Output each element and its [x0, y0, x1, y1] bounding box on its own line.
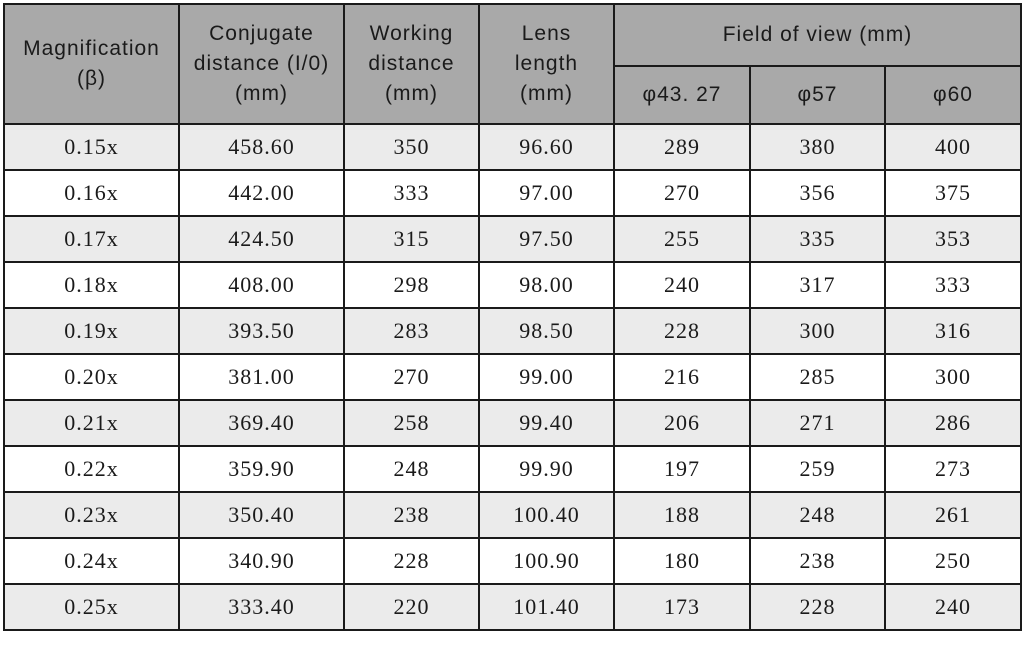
conjugate-distance-cell: 369.40 — [179, 400, 344, 446]
magnification-cell: 0.22x — [4, 446, 179, 492]
table-row — [4, 170, 1021, 216]
table-row — [4, 354, 1021, 400]
fov-57-cell: 317 — [750, 262, 885, 308]
lens-length-cell: 96.60 — [479, 124, 614, 170]
fov-43-cell: 197 — [614, 446, 750, 492]
header-magnification-line: Magnification — [23, 37, 160, 60]
conjugate-distance-cell: 424.50 — [179, 216, 344, 262]
fov-60-cell: 286 — [885, 400, 1021, 446]
fov-43-cell: 289 — [614, 124, 750, 170]
fov-60-cell: 240 — [885, 584, 1021, 630]
fov-57-cell: 248 — [750, 492, 885, 538]
conjugate-distance-cell: 442.00 — [179, 170, 344, 216]
conjugate-distance-cell: 393.50 — [179, 308, 344, 354]
fov-57-cell: 335 — [750, 216, 885, 262]
table-row — [4, 400, 1021, 446]
table-row — [4, 262, 1021, 308]
fov-43-cell: 173 — [614, 584, 750, 630]
magnification-cell: 0.23x — [4, 492, 179, 538]
header-fov-sub: φ57 — [750, 66, 885, 124]
working-distance-cell: 248 — [344, 446, 479, 492]
table-body — [4, 124, 1021, 630]
table-row — [4, 216, 1021, 262]
lens-length-cell: 100.40 — [479, 492, 614, 538]
lens-length-cell: 98.00 — [479, 262, 614, 308]
header-working-line: (mm) — [385, 82, 438, 105]
working-distance-cell: 228 — [344, 538, 479, 584]
header-conjugate-line: distance (I/0) — [193, 52, 330, 75]
header-magnification — [4, 4, 179, 124]
conjugate-distance-cell: 381.00 — [179, 354, 344, 400]
lens-length-cell: 100.90 — [479, 538, 614, 584]
magnification-cell: 0.15x — [4, 124, 179, 170]
lens-length-cell: 97.50 — [479, 216, 614, 262]
fov-43-cell: 255 — [614, 216, 750, 262]
header-field-of-view: Field of view (mm) — [614, 4, 1021, 66]
fov-60-cell: 261 — [885, 492, 1021, 538]
header-row-top — [4, 4, 1021, 66]
magnification-cell: 0.21x — [4, 400, 179, 446]
fov-60-cell: 316 — [885, 308, 1021, 354]
conjugate-distance-cell: 408.00 — [179, 262, 344, 308]
fov-57-cell: 259 — [750, 446, 885, 492]
fov-43-cell: 180 — [614, 538, 750, 584]
lens-length-cell: 99.00 — [479, 354, 614, 400]
conjugate-distance-cell: 340.90 — [179, 538, 344, 584]
working-distance-cell: 350 — [344, 124, 479, 170]
lens-length-cell: 99.40 — [479, 400, 614, 446]
lens-length-cell: 101.40 — [479, 584, 614, 630]
lens-spec-table — [3, 3, 1022, 631]
magnification-cell: 0.20x — [4, 354, 179, 400]
magnification-cell: 0.25x — [4, 584, 179, 630]
magnification-cell: 0.16x — [4, 170, 179, 216]
fov-43-cell: 216 — [614, 354, 750, 400]
conjugate-distance-cell: 458.60 — [179, 124, 344, 170]
header-conjugate-line: (mm) — [235, 82, 288, 105]
fov-57-cell: 238 — [750, 538, 885, 584]
fov-60-cell: 375 — [885, 170, 1021, 216]
fov-60-cell: 250 — [885, 538, 1021, 584]
working-distance-cell: 238 — [344, 492, 479, 538]
table-row — [4, 492, 1021, 538]
header-conjugate-distance — [179, 4, 344, 124]
fov-60-cell: 300 — [885, 354, 1021, 400]
working-distance-cell: 270 — [344, 354, 479, 400]
header-working-distance — [344, 4, 479, 124]
working-distance-cell: 220 — [344, 584, 479, 630]
working-distance-cell: 333 — [344, 170, 479, 216]
working-distance-cell: 283 — [344, 308, 479, 354]
working-distance-cell: 315 — [344, 216, 479, 262]
fov-57-cell: 285 — [750, 354, 885, 400]
fov-60-cell: 333 — [885, 262, 1021, 308]
header-lens-line: Lens — [521, 22, 572, 45]
conjugate-distance-cell: 359.90 — [179, 446, 344, 492]
header-fov-sub: φ60 — [885, 66, 1021, 124]
table-row — [4, 446, 1021, 492]
fov-60-cell: 353 — [885, 216, 1021, 262]
header-magnification-line: (β) — [76, 67, 107, 90]
header-conjugate-line: Conjugate — [209, 22, 314, 45]
fov-57-cell: 271 — [750, 400, 885, 446]
magnification-cell: 0.19x — [4, 308, 179, 354]
table-row — [4, 308, 1021, 354]
fov-57-cell: 380 — [750, 124, 885, 170]
fov-60-cell: 273 — [885, 446, 1021, 492]
table-row — [4, 124, 1021, 170]
magnification-cell: 0.18x — [4, 262, 179, 308]
header-fov-sub: φ43. 27 — [614, 66, 750, 124]
conjugate-distance-cell: 350.40 — [179, 492, 344, 538]
fov-43-cell: 240 — [614, 262, 750, 308]
fov-43-cell: 270 — [614, 170, 750, 216]
magnification-cell: 0.24x — [4, 538, 179, 584]
fov-43-cell: 188 — [614, 492, 750, 538]
table-row — [4, 584, 1021, 630]
working-distance-cell: 298 — [344, 262, 479, 308]
header-lens-length — [479, 4, 614, 124]
lens-length-cell: 98.50 — [479, 308, 614, 354]
fov-43-cell: 206 — [614, 400, 750, 446]
fov-60-cell: 400 — [885, 124, 1021, 170]
lens-length-cell: 99.90 — [479, 446, 614, 492]
magnification-cell: 0.17x — [4, 216, 179, 262]
fov-57-cell: 300 — [750, 308, 885, 354]
lens-length-cell: 97.00 — [479, 170, 614, 216]
fov-57-cell: 228 — [750, 584, 885, 630]
conjugate-distance-cell: 333.40 — [179, 584, 344, 630]
table-row — [4, 538, 1021, 584]
header-lens-line: (mm) — [520, 82, 573, 105]
fov-57-cell: 356 — [750, 170, 885, 216]
fov-43-cell: 228 — [614, 308, 750, 354]
header-lens-line: length — [514, 52, 579, 75]
working-distance-cell: 258 — [344, 400, 479, 446]
header-working-line: distance — [368, 52, 455, 75]
header-working-line: Working — [369, 22, 454, 45]
